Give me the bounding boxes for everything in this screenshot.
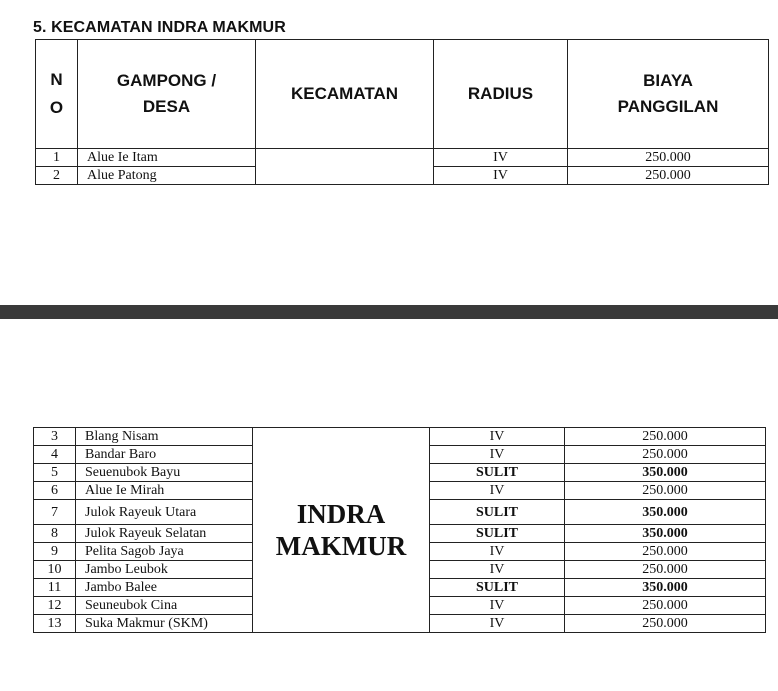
section-heading: 5. KECAMATAN INDRA MAKMUR: [33, 19, 286, 36]
row-desa: Alue Ie Itam: [78, 149, 256, 167]
row-radius: IV: [430, 615, 565, 633]
row-radius: SULIT: [430, 464, 565, 482]
row-no: 5: [34, 464, 76, 482]
row-biaya: 250.000: [568, 167, 769, 185]
page-separator: [0, 305, 778, 319]
row-desa: Alue Patong: [78, 167, 256, 185]
header-no: N O: [36, 40, 78, 149]
row-no: 6: [34, 482, 76, 500]
village-table-top: [35, 39, 769, 185]
row-no: 3: [34, 428, 76, 446]
row-desa: Bandar Baro: [76, 446, 253, 464]
header-row: [36, 40, 769, 149]
row-desa: Pelita Sagob Jaya: [76, 543, 253, 561]
row-radius: IV: [434, 149, 568, 167]
kecamatan-name: INDRA MAKMUR: [253, 428, 430, 633]
row-radius: SULIT: [430, 500, 565, 525]
row-desa: Julok Rayeuk Utara: [76, 500, 253, 525]
row-biaya: 250.000: [565, 561, 766, 579]
row-radius: IV: [430, 446, 565, 464]
row-biaya: 350.000: [565, 500, 766, 525]
row-desa: Suka Makmur (SKM): [76, 615, 253, 633]
row-no: 4: [34, 446, 76, 464]
row-no: 1: [36, 149, 78, 167]
row-kecamatan: [256, 149, 434, 185]
row-desa: Jambo Leubok: [76, 561, 253, 579]
row-biaya: 250.000: [565, 482, 766, 500]
row-desa: Seuneubok Cina: [76, 597, 253, 615]
header-biaya: BIAYA PANGGILAN: [568, 40, 769, 149]
row-radius: IV: [430, 543, 565, 561]
row-desa: Jambo Balee: [76, 579, 253, 597]
row-biaya: 250.000: [565, 597, 766, 615]
row-radius: IV: [430, 597, 565, 615]
row-desa: Seuenubok Bayu: [76, 464, 253, 482]
table-row: [34, 428, 766, 446]
row-biaya: 350.000: [565, 464, 766, 482]
row-no: 10: [34, 561, 76, 579]
row-desa: Julok Rayeuk Selatan: [76, 525, 253, 543]
row-radius: SULIT: [430, 579, 565, 597]
row-biaya: 250.000: [568, 149, 769, 167]
row-radius: IV: [430, 482, 565, 500]
header-radius: RADIUS: [434, 40, 568, 149]
village-table-bottom: [33, 427, 766, 633]
row-radius: IV: [434, 167, 568, 185]
row-biaya: 250.000: [565, 543, 766, 561]
row-no: 8: [34, 525, 76, 543]
row-no: 7: [34, 500, 76, 525]
row-no: 12: [34, 597, 76, 615]
row-radius: IV: [430, 428, 565, 446]
row-desa: Alue Ie Mirah: [76, 482, 253, 500]
row-no: 9: [34, 543, 76, 561]
header-kecamatan: KECAMATAN: [256, 40, 434, 149]
row-no: 11: [34, 579, 76, 597]
row-biaya: 250.000: [565, 615, 766, 633]
row-no: 2: [36, 167, 78, 185]
row-biaya: 250.000: [565, 428, 766, 446]
row-desa: Blang Nisam: [76, 428, 253, 446]
row-biaya: 350.000: [565, 525, 766, 543]
row-no: 13: [34, 615, 76, 633]
row-biaya: 250.000: [565, 446, 766, 464]
row-radius: SULIT: [430, 525, 565, 543]
table-row: [36, 149, 769, 167]
row-biaya: 350.000: [565, 579, 766, 597]
header-gampong: GAMPONG / DESA: [78, 40, 256, 149]
row-radius: IV: [430, 561, 565, 579]
